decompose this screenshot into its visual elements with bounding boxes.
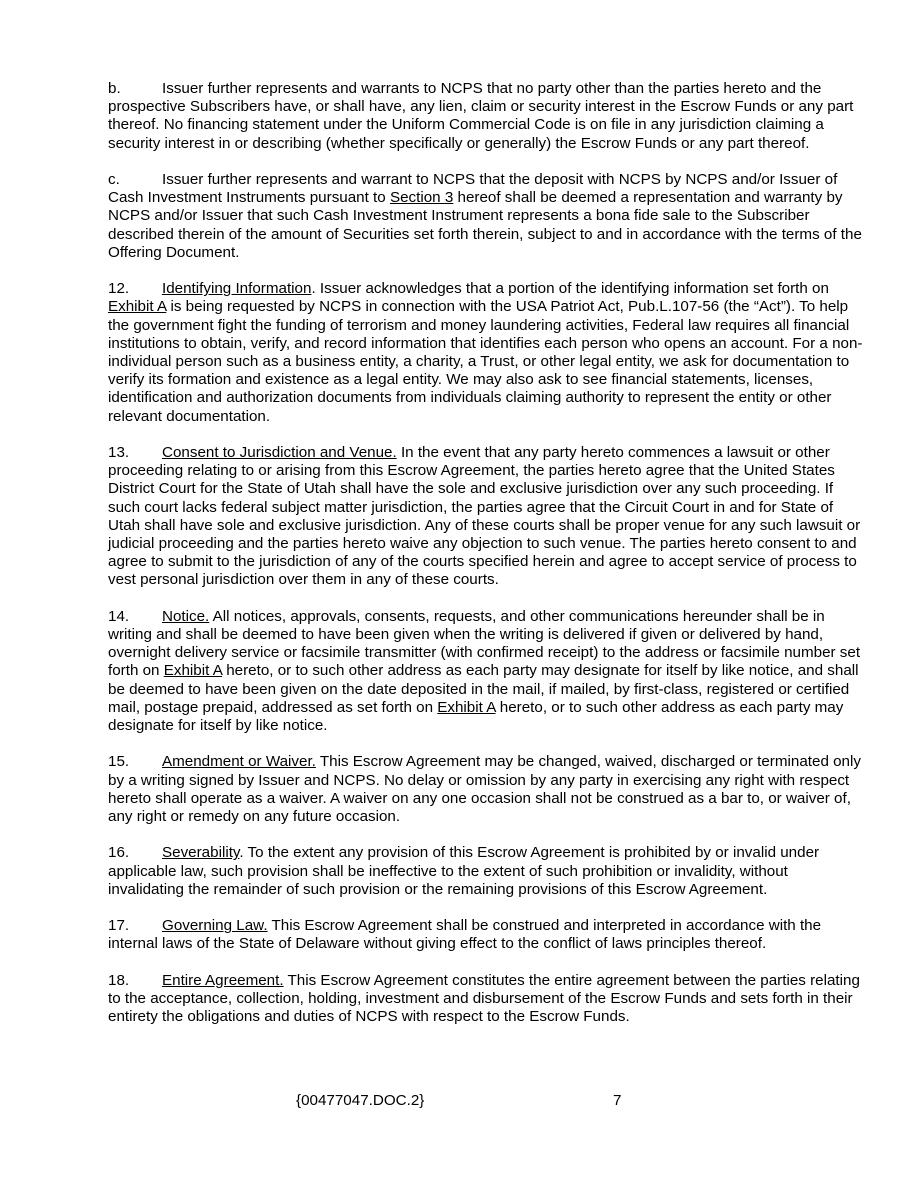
section-number: 17.: [108, 917, 130, 935]
document-id: {00477047.DOC.2}: [296, 1092, 425, 1109]
section-15: [108, 753, 868, 826]
section-heading: Entire Agreement.: [162, 971, 284, 989]
section-heading: Identifying Information: [162, 280, 312, 298]
section-text: . To the extent any provision of this Escrow Agreement is prohibited by or invalid under applicable law, such provision shall be ineffective to the extent of such prohibition or invalidity, without invalidating the remainder of such provision or the remaining provisions of this Escrow Agreement.: [108, 844, 820, 898]
section-number: 18.: [108, 971, 130, 989]
paragraph-c: [108, 171, 868, 262]
paragraph-text: Issuer further represents and warrants to NCPS that no party other than the parties hereto and the prospective Subscribers have, or shall have, any lien, claim or security interest in the Escrow Funds or any part thereof. No financing statement under the Uniform Commercial Code is on file in any jurisdiction claiming a security interest in or describing (whether specifically or generally) the Escrow Funds or any part thereof.: [108, 80, 854, 152]
section-13: [108, 444, 868, 590]
paragraph-text: hereof shall be deemed a representation and warranty by NCPS and/or Issuer that such Cash Investment Instrument represents a bona fide sale to the Subscriber described therein of the amount of Securities set forth therein, subject to and in accordance with the terms of the Offering Document.: [108, 189, 862, 261]
section-text: hereto, or to such other address as each party may designate for itself by like notice, and shall be deemed to have been given on the date deposited in the mail, if mailed, by first-class, registered or certified mail, postage prepaid, addressed as set forth on: [108, 662, 859, 716]
section-text: This Escrow Agreement constitutes the entire agreement between the parties relating to the acceptance, collection, holding, investment and disbursement of the Escrow Funds and sets forth in their entirety the obligations and duties of NCPS with respect to the Escrow Funds.: [108, 971, 860, 1026]
section-16: [108, 844, 868, 899]
section-heading: Governing Law.: [162, 917, 268, 935]
section-number: 16.: [108, 844, 130, 862]
section-12: [108, 280, 868, 426]
document-page: [108, 80, 868, 1045]
section-14: [108, 608, 868, 735]
section-text: This Escrow Agreement may be changed, waived, discharged or terminated only by a writing signed by Issuer and NCPS. No delay or omission by any party in exercising any right with respect hereto shall operate as a waiver. A waiver on any one occasion shall not be construed as a bar to, or waiver of, any right or remedy on any future occasion.: [108, 753, 861, 826]
section-reference: Section 3: [389, 189, 454, 207]
section-text: All notices, approvals, consents, requests, and other communications hereunder shall be in writing and shall be deemed to have been given when the writing is delivered if given or delivered by hand, overnight delivery service or facsimile transmitter (with confirmed receipt) to the address or facsimile number set forth on: [108, 607, 861, 680]
section-18: [108, 972, 868, 1027]
paragraph-number: b.: [108, 80, 121, 97]
paragraph-b: [108, 80, 868, 153]
section-number: 12.: [108, 280, 130, 298]
section-heading: Notice.: [162, 607, 210, 625]
page-number: 7: [613, 1092, 622, 1109]
exhibit-reference: Exhibit A: [163, 662, 222, 680]
section-heading: Amendment or Waiver.: [162, 753, 316, 771]
section-text: is being requested by NCPS in connection with the USA Patriot Act, Pub.L.107-56 (the “Act”). To help the government fight the funding of terrorism and money laundering activities, Federal law requires all financial institutions to obtain, verify, and record information that identifies each person who opens an account. For a non-individual person such as a business entity, a charity, a Trust, or other legal entity, we ask for documentation to verify its formation and existence as a legal entity. We may also ask to see financial statements, licenses, identification and authorization documents from individuals claiming authority to represent the entity or other relevant documentation.: [108, 298, 863, 425]
exhibit-reference: Exhibit A: [108, 298, 167, 316]
section-text: In the event that any party hereto commences a lawsuit or other proceeding relating to or arising from this Escrow Agreement, the parties hereto agree that the United States District Court for the State of Utah shall have the sole and exclusive jurisdiction over any such proceeding. If such court lacks federal subject matter jurisdiction, the parties agree that the Circuit Court in and for State of Utah shall have sole and exclusive jurisdiction. Any of these courts shall be proper venue for any such lawsuit or judicial proceeding and the parties hereto waive any objection to such venue. The parties hereto consent to and agree to submit to the jurisdiction of any of the courts specified herein and agree to accept service of process to vest personal jurisdiction over them in any of these courts.: [108, 444, 861, 589]
exhibit-reference: Exhibit A: [437, 698, 496, 716]
paragraph-number: c.: [108, 171, 120, 188]
section-heading: Consent to Jurisdiction and Venue.: [162, 444, 397, 462]
section-17: [108, 917, 868, 953]
section-text: This Escrow Agreement shall be construed and interpreted in accordance with the internal laws of the State of Delaware without giving effect to the conflict of laws principles thereof.: [108, 917, 822, 953]
section-number: 14.: [108, 607, 130, 625]
section-number: 15.: [108, 753, 130, 771]
paragraph-text: Issuer further represents and warrant to NCPS that the deposit with NCPS by NCPS and/or Issuer of Cash Investment Instruments pursuant to: [108, 171, 838, 207]
section-text: . Issuer acknowledges that a portion of the identifying information set forth on: [311, 280, 829, 298]
section-text: hereto, or to such other address as each party may designate for itself by like notice.: [108, 698, 844, 735]
section-heading: Severability: [162, 844, 240, 862]
section-number: 13.: [108, 444, 130, 462]
